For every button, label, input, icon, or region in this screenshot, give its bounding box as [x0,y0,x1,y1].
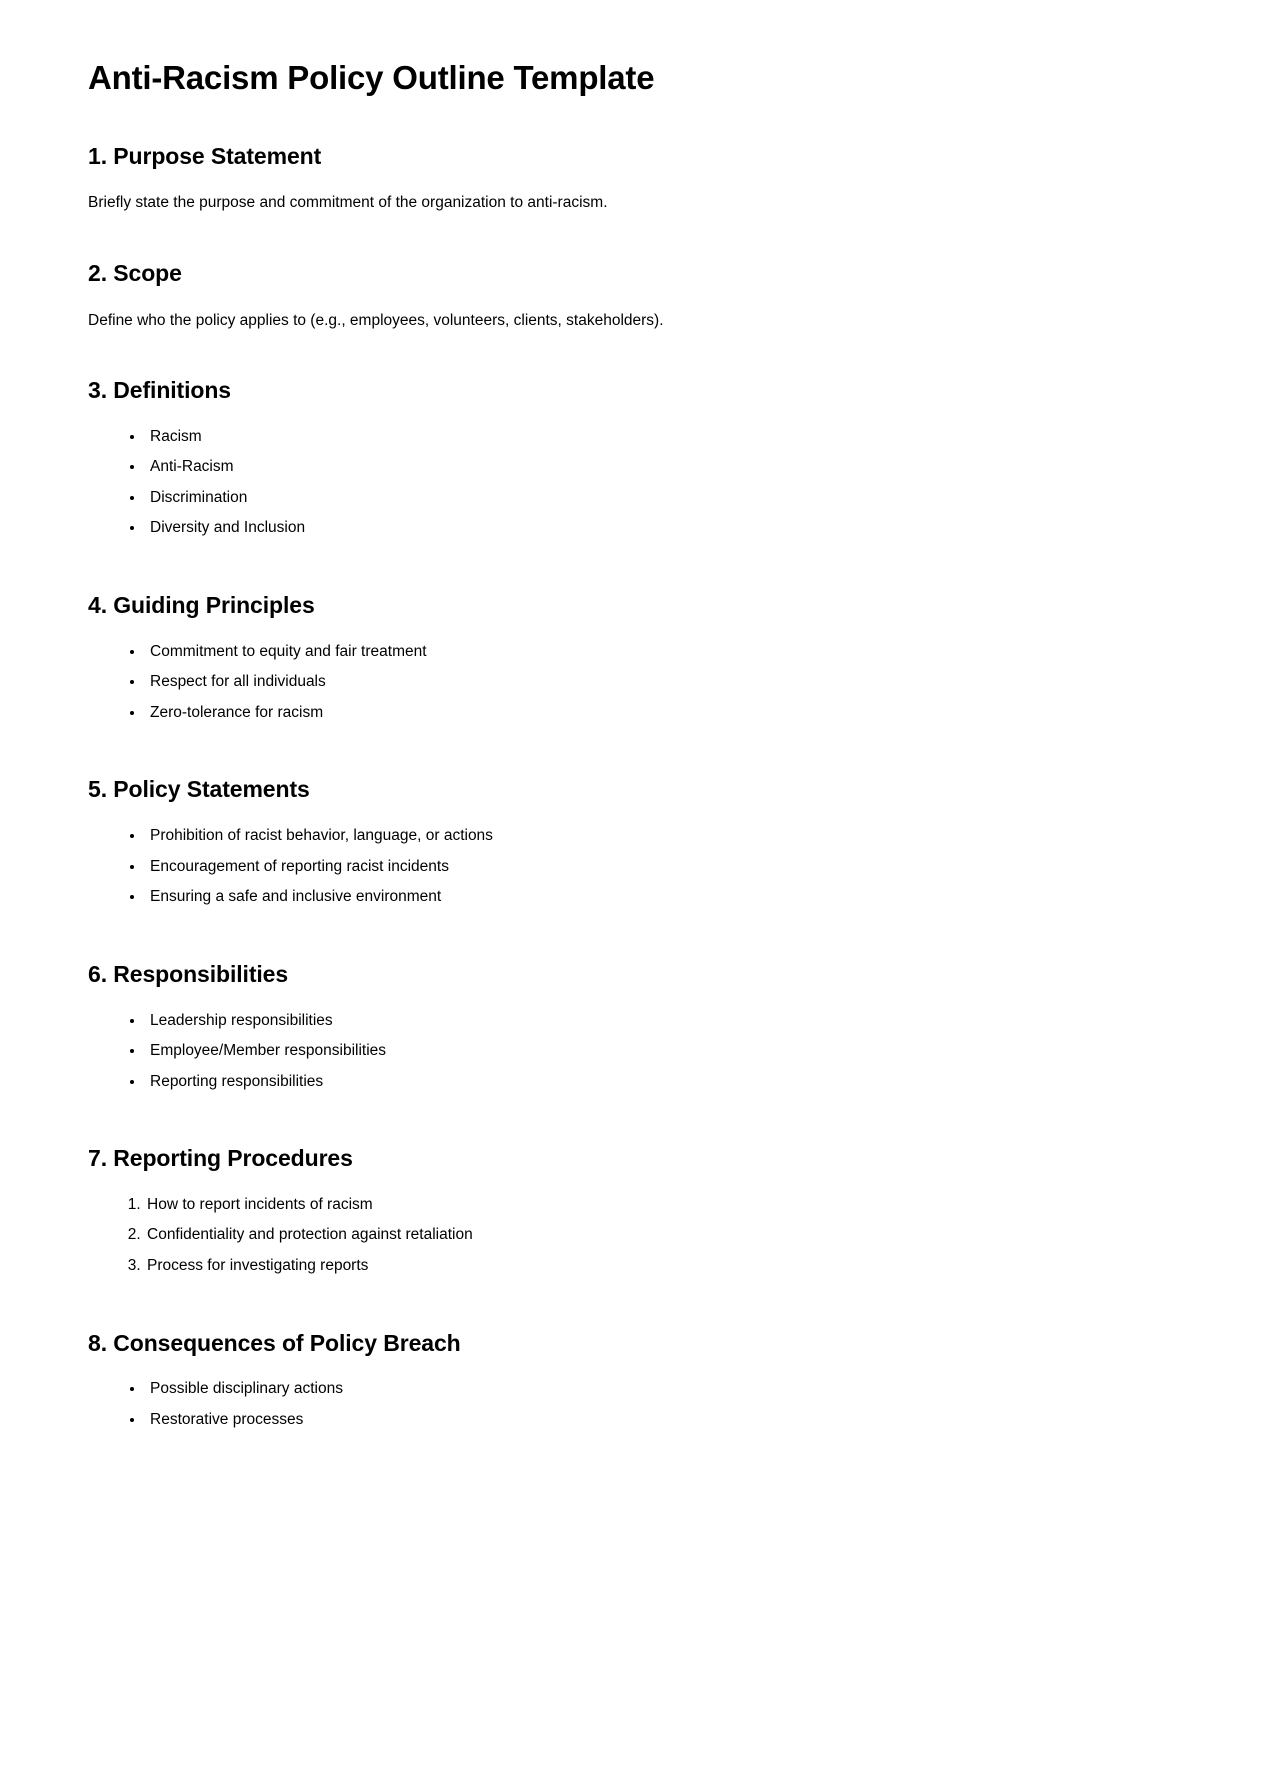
section-responsibilities [88,960,1175,1100]
list-item: • Discrimination [145,486,1175,517]
list-item: 2. Confidentiality and protection against retaliation [145,1223,1175,1254]
numbered-list [88,1193,1175,1285]
list-item: • Possible disciplinary actions [145,1377,1175,1408]
list-item: • Employee/Member responsibilities [145,1039,1175,1070]
section-definitions [88,376,1175,547]
bulleted-list [88,824,1175,916]
list-item: • Diversity and Inclusion [145,516,1175,547]
list-item: • Leadership responsibilities [145,1009,1175,1040]
section-heading: 7. Reporting Procedures [88,1145,353,1172]
section-policy-statements [88,775,1175,915]
bulleted-list [88,640,1175,732]
list-item: • Anti-Racism [145,455,1175,486]
section-heading: 5. Policy Statements [88,776,310,803]
list-item: • Respect for all individuals [145,670,1175,701]
bulleted-list [88,1009,1175,1101]
list-item: • Restorative processes [145,1408,1175,1439]
section-heading: 2. Scope [88,259,182,286]
list-item: 3. Process for investigating reports [145,1254,1175,1285]
section-heading: 4. Guiding Principles [88,591,315,618]
list-item: • Prohibition of racist behavior, language, or actions [145,824,1175,855]
list-item: • Zero-tolerance for racism [145,701,1175,732]
section-scope [88,259,1175,332]
section-purpose-statement [88,142,1175,215]
section-heading: 8. Consequences of Policy Breach [88,1329,461,1356]
bulleted-list [88,425,1175,547]
list-item: 1. How to report incidents of racism [145,1193,1175,1224]
section-reporting-procedures [88,1144,1175,1284]
section-heading: 6. Responsibilities [88,960,289,987]
section-consequences-of-policy-breach [88,1329,1175,1439]
bulleted-list [88,1377,1175,1438]
section-paragraph: Briefly state the purpose and commitment of the organization to anti-racism. [88,194,608,212]
list-item: • Racism [145,425,1175,456]
section-heading: 1. Purpose Statement [88,142,322,169]
page-title: Anti-Racism Policy Outline Template [88,59,655,96]
section-guiding-principles [88,591,1175,731]
list-item: • Encouragement of reporting racist incidents [145,855,1175,886]
list-item: • Reporting responsibilities [145,1070,1175,1101]
section-heading: 3. Definitions [88,377,232,404]
list-item: • Ensuring a safe and inclusive environment [145,885,1175,916]
section-paragraph: Define who the policy applies to (e.g., employees, volunteers, clients, stakeholders). [88,311,664,329]
list-item: • Commitment to equity and fair treatment [145,640,1175,671]
